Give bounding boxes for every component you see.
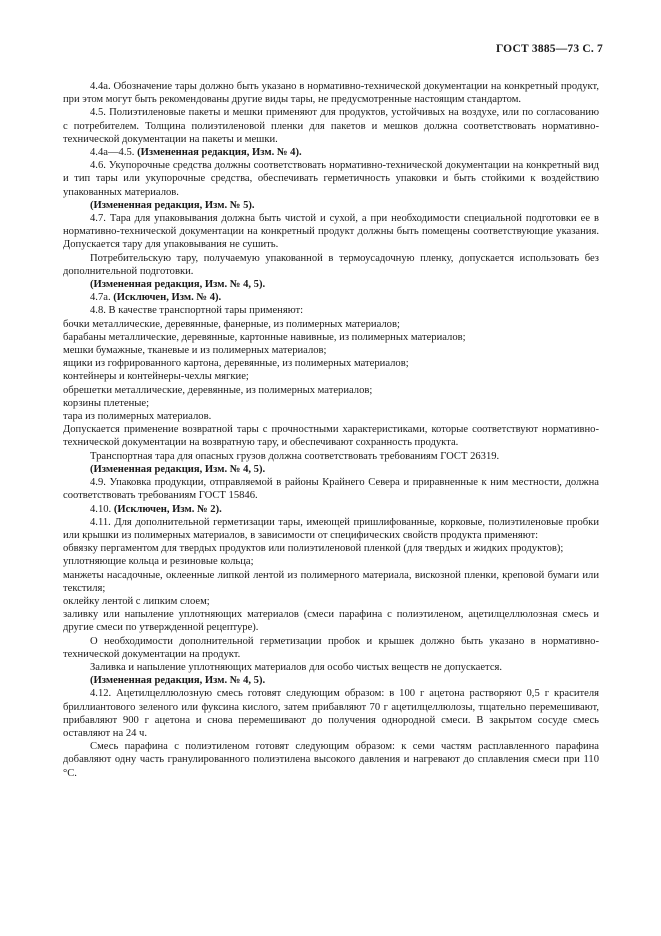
paragraph: [63, 370, 599, 383]
paragraph: [63, 450, 599, 463]
paragraph-text: мешки бумажные, тканевые и из полимерных материалов;: [63, 345, 327, 357]
paragraph: [63, 608, 599, 634]
paragraph-text: 4.9. Упаковка продукции, отправляемой в районы Крайнего Севера и приравненные к ним местности, должна соответствовать требованиям ГОСТ 15846.: [63, 477, 599, 502]
paragraph-text: Допускается применение возвратной тары с прочностными характеристиками, которые соответствуют нормативно-технической документации на возвратную тару, и обеспечивают сохранность продукта.: [63, 424, 599, 449]
paragraph: [63, 423, 599, 449]
paragraph: [63, 740, 599, 780]
paragraph-text: 4.12. Ацетилцеллюлозную смесь готовят следующим образом: в 100 г ацетона растворяют 0,5 г красителя бриллиантового зеленого или фуксина кислого, затем прибавляют 70 г ацетилцеллюлозы, тщательно перемешивают, прибавляют 900 г ацетона и снова перемешивают до получения однородной смеси. В закрытом сосуде смесь оставляют на 24 ч.: [63, 688, 599, 739]
paragraph-text: барабаны металлические, деревянные, картонные навивные, из полимерных материалов;: [63, 331, 466, 343]
paragraph-text: 4.6. Укупорочные средства должны соответствовать нормативно-технической документации на конкретный вид и тип тары или укупорочные средства, обеспечивать герметичность упаковки и быть стойкими к воздействию упакованных материалов.: [63, 160, 599, 198]
paragraph: [63, 476, 599, 502]
paragraph-text: заливку или напыление уплотняющих материалов (смеси парафина с полиэтиленом, ацетилцеллюлозная смесь и другие смеси по утвержденной рецептуре).: [63, 609, 599, 634]
paragraph-text: О необходимости дополнительной герметизации пробок и крышек должно быть указано в нормативно-технической документации на продукт.: [63, 635, 599, 660]
paragraph: [63, 212, 599, 252]
paragraph: [63, 674, 599, 687]
paragraph-text: 4.5. Полиэтиленовые пакеты и мешки применяют для продуктов, устойчивых на воздухе, или по согласованию с потребителем. Толщина полиэтиленовой пленки для пакетов и мешков должна соответствовать нормативно-технической документации на пакеты и мешки.: [63, 107, 599, 145]
paragraph: [63, 318, 599, 331]
paragraph: [63, 146, 599, 159]
paragraph: [63, 503, 599, 516]
paragraph-text: 4.10.: [90, 503, 114, 515]
paragraph-text: Смесь парафина с полиэтиленом готовят следующим образом: к семи частям расплавленного парафина добавляют одну часть гранулированного полиэтилена высокого давления и нагревают до сплавления смеси при 110 °С.: [63, 741, 599, 779]
paragraph: [63, 291, 599, 304]
paragraph: [63, 252, 599, 278]
paragraph: [63, 344, 599, 357]
paragraph-text: уплотняющие кольца и резиновые кольца;: [63, 556, 254, 568]
paragraph: [63, 661, 599, 674]
revision-note: (Исключен, Изм. № 2).: [113, 503, 222, 515]
page-header: ГОСТ 3885—73 С. 7: [495, 43, 603, 55]
paragraph-text: 4.7. Тара для упаковывания должна быть чистой и сухой, а при необходимости специальной подготовки ее в нормативно-технической документации на конкретный продукт должны быть помещены соответствующие указания. Допускается тару для упаковывания не сушить.: [63, 213, 599, 251]
paragraph: [63, 331, 599, 344]
paragraph: [63, 357, 599, 370]
paragraph: [63, 542, 599, 555]
paragraph: [63, 463, 599, 476]
paragraph: [63, 410, 599, 423]
paragraph-text: бочки металлические, деревянные, фанерные, из полимерных материалов;: [63, 318, 400, 330]
revision-note: (Измененная редакция, Изм. № 5).: [90, 199, 255, 211]
paragraph-text: 4.7а.: [90, 292, 114, 304]
paragraph: [63, 384, 599, 397]
revision-note: (Измененная редакция, Изм. № 4, 5).: [90, 675, 266, 687]
paragraph-text: корзины плетеные;: [63, 397, 150, 409]
paragraph: [63, 595, 599, 608]
revision-note: (Измененная редакция, Изм. № 4, 5).: [90, 279, 266, 291]
document-body: [63, 80, 599, 780]
paragraph: [63, 516, 599, 542]
paragraph: [63, 397, 599, 410]
paragraph-text: обвязку пергаментом для твердых продуктов или полиэтиленовой пленкой (для твердых и жидких продуктов);: [63, 543, 564, 555]
paragraph: [63, 555, 599, 568]
paragraph: [63, 304, 599, 317]
paragraph: [63, 569, 599, 595]
paragraph-text: 4.8. В качестве транспортной тары применяют:: [90, 305, 304, 317]
paragraph-text: Транспортная тара для опасных грузов должна соответствовать требованиям ГОСТ 26319.: [90, 450, 500, 462]
revision-note: (Исключен, Изм. № 4).: [113, 292, 222, 304]
paragraph-text: Потребительскую тару, получаемую упакованной в термоусадочную пленку, допускается использовать без дополнительной подготовки.: [63, 252, 599, 277]
paragraph-text: ящики из гофрированного картона, деревянные, из полимерных материалов;: [63, 358, 409, 370]
paragraph-text: тара из полимерных материалов.: [63, 411, 212, 423]
paragraph-text: 4.11. Для дополнительной герметизации тары, имеющей пришлифованные, корковые, полиэтиленовые пробки или крышки из полимерных материалов, в зависимости от специфических свойств продукта применяют:: [63, 516, 599, 541]
paragraph-text: Заливка и напыление уплотняющих материалов для особо чистых веществ не допускается.: [90, 661, 503, 673]
paragraph: [63, 80, 599, 106]
paragraph: [63, 278, 599, 291]
revision-note: (Измененная редакция, Изм. № 4, 5).: [90, 463, 266, 475]
revision-note: (Измененная редакция, Изм. № 4).: [137, 147, 302, 159]
paragraph-text: обрешетки металлические, деревянные, из полимерных материалов;: [63, 384, 373, 396]
paragraph-text: манжеты насадочные, оклеенные липкой лентой из полимерного материала, вискозной пленки, креповой бумаги или текстиля;: [63, 569, 599, 594]
paragraph: [63, 159, 599, 199]
paragraph-text: оклейку лентой с липким слоем;: [63, 595, 210, 607]
paragraph: [63, 106, 599, 146]
paragraph: [63, 635, 599, 661]
paragraph-text: 4.4а. Обозначение тары должно быть указано в нормативно-технической документации на конкретный продукт, при этом могут быть рекомендованы другие виды тары, не предусмотренные настоящим стандартом.: [63, 81, 599, 106]
paragraph-text: контейнеры и контейнеры-чехлы мягкие;: [63, 371, 249, 383]
paragraph: [63, 687, 599, 740]
paragraph-text: 4.4а—4.5.: [90, 147, 138, 159]
paragraph: [63, 199, 599, 212]
